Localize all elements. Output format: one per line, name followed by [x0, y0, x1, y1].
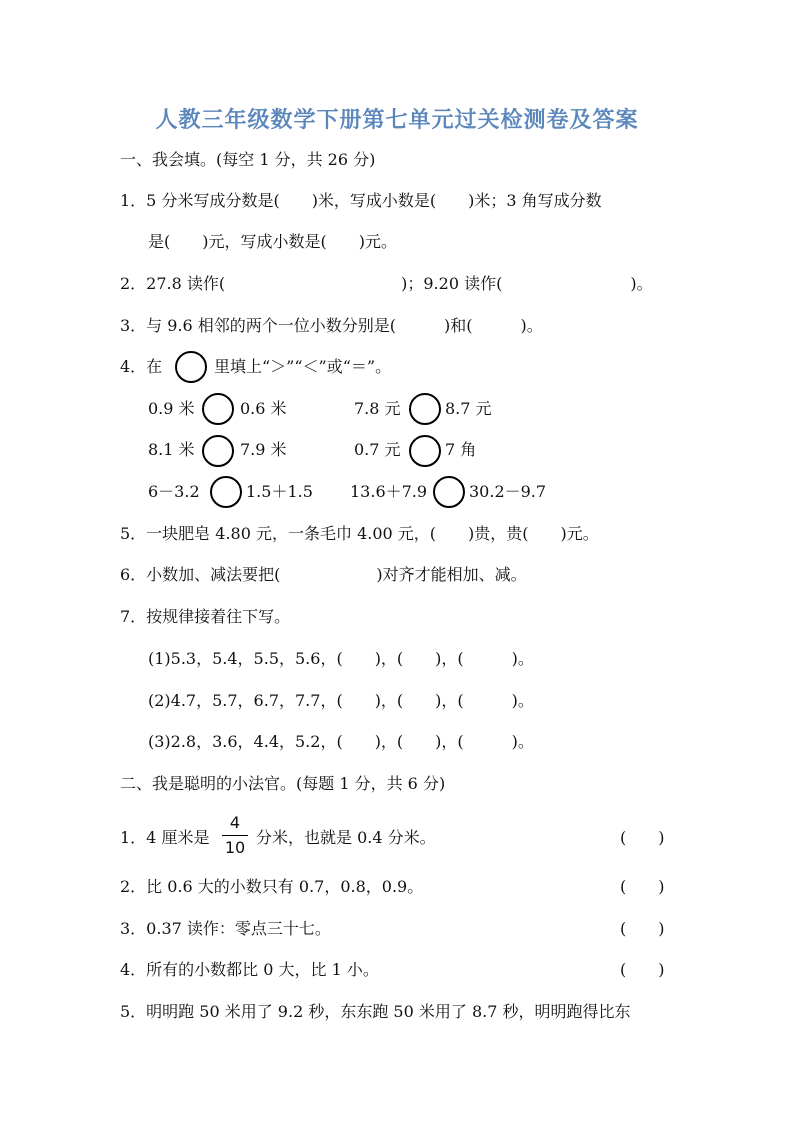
fraction	[222, 812, 248, 859]
comparison-left: 0.9 米	[148, 399, 195, 418]
judge-q5: 5．明明跑 50 米用了 9.2 秒，东东跑 50 米用了 8.7 秒，明明跑得比东	[120, 1002, 631, 1021]
blank-circle-example	[175, 351, 207, 383]
comparison-circle[interactable]	[409, 435, 441, 467]
q2-text: 2．27.8 读作( )；9.20 读作( )。	[120, 274, 653, 293]
comparison-left: 13.6＋7.9	[350, 482, 428, 501]
answer-paren[interactable]: ( )	[620, 960, 665, 979]
q7-item: (3)2.8，3.6，4.4，5.2，( )，( )，( )。	[148, 732, 534, 751]
comparison-left: 7.8 元	[354, 399, 401, 418]
q4-prefix: 4．在	[120, 357, 163, 376]
comparison-circle[interactable]	[409, 393, 441, 425]
answer-paren[interactable]: ( )	[620, 877, 665, 896]
q5-text: 5．一块肥皂 4.80 元，一条毛巾 4.00 元，( )贵，贵( )元。	[120, 524, 599, 543]
judge-q1-before: 1．4 厘米是	[120, 828, 210, 847]
q1-line1: 1．5 分米写成分数是( )米，写成小数是( )米；3 角写成分数	[120, 191, 602, 210]
answer-paren[interactable]: ( )	[620, 828, 665, 847]
section2-heading: 二、我是聪明的小法官。(每题 1 分，共 6 分)	[120, 774, 446, 793]
judge-q3: 3．0.37 读作：零点三十七。	[120, 919, 331, 938]
q6-text: 6．小数加、减法要把( )对齐才能相加、减。	[120, 565, 527, 584]
comparison-right: 7.9 米	[240, 440, 287, 459]
judge-q1-after: 分米，也就是 0.4 分米。	[256, 828, 436, 847]
comparison-circle[interactable]	[210, 476, 242, 508]
q7-stem: 7．按规律接着往下写。	[120, 607, 291, 626]
fraction-denominator: 10	[224, 838, 246, 857]
q3-text: 3．与 9.6 相邻的两个一位小数分别是( )和( )。	[120, 316, 543, 335]
comparison-left: 0.7 元	[354, 440, 401, 459]
q1-line2: 是( )元，写成小数是( )元。	[148, 232, 397, 251]
q7-item: (1)5.3，5.4，5.5，5.6，( )，( )，( )。	[148, 649, 534, 668]
page-title: 人教三年级数学下册第七单元过关检测卷及答案	[155, 108, 639, 133]
fraction-numerator: 4	[229, 813, 241, 832]
comparison-left: 8.1 米	[148, 440, 195, 459]
comparison-right: 30.2－9.7	[469, 482, 547, 501]
section1-heading: 一、我会填。(每空 1 分，共 26 分)	[120, 150, 376, 169]
comparison-right: 0.6 米	[240, 399, 287, 418]
fraction-bar	[222, 835, 248, 836]
comparison-right: 8.7 元	[445, 399, 492, 418]
judge-q2: 2．比 0.6 大的小数只有 0.7，0.8，0.9。	[120, 877, 424, 896]
comparison-circle[interactable]	[202, 393, 234, 425]
q7-item: (2)4.7，5.7，6.7，7.7，( )，( )，( )。	[148, 691, 534, 710]
comparison-left: 6－3.2	[148, 482, 200, 501]
comparison-right: 1.5＋1.5	[246, 482, 313, 501]
comparison-circle[interactable]	[202, 435, 234, 467]
judge-q4: 4．所有的小数都比 0 大，比 1 小。	[120, 960, 379, 979]
comparison-right: 7 角	[445, 440, 477, 459]
answer-paren[interactable]: ( )	[620, 919, 665, 938]
comparison-circle[interactable]	[433, 476, 465, 508]
q4-suffix: 里填上“＞”“＜”或“＝”。	[214, 357, 392, 376]
